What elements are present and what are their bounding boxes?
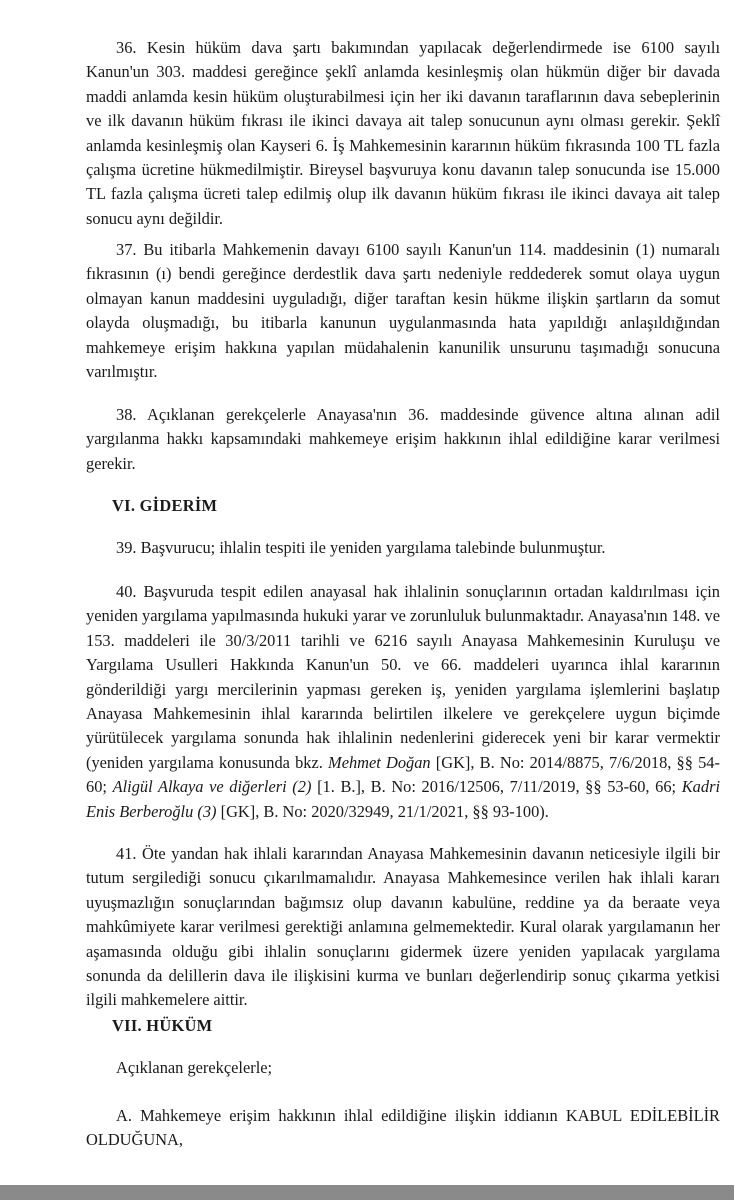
paragraph-37: 37. Bu itibarla Mahkemenin davayı 6100 sayılı Kanun'un 114. maddesinin (1) numaralı fıkrasının (ı) bendi gereğince derdestlik dava şartı nedeniyle reddederek somut olaya uygun olmayan kanun maddesini uyguladığı, diğer taraftan kesin hükme ilişkin şartların da somut olayda oluşmadığı, bu itibarla kanunun uygulanmasında hata yapıldığı anlaşıldığından mahkemeye erişim hakkına yapılan müdahalenin kanunilik unsurunu taşımadığı sonucuna varılmıştır. bbox=[86, 240, 720, 382]
case-citation-3: Kadri Enis Berberoğlu (3) bbox=[86, 777, 721, 821]
paragraph-38: 38. Açıklanan gerekçelerle Anayasa'nın 36. maddesinde güvence altına alınan adil yargılanma hakkı kapsamındaki mahkemeye erişim hakkının ihlal edildiğine karar verilmesi gerekir. bbox=[86, 405, 720, 473]
case-citation-1: Mehmet Doğan bbox=[328, 752, 431, 772]
paragraph-41: 41. Öte yandan hak ihlali kararından Anayasa Mahkemesinin davanın neticesiyle ilgili bir tutum sergilediği sonucu çıkarılmamalıdır. Anayasa Mahkemesince verilen hak ihlali kararı uyuşmazlığın sonuçlarından bağımsız olup davanın kabulüne, reddine ya da beraate veya mahkûmiyete karar verilmesi gerektiği anlamına gelmemektedir. Kural olarak yargılamanın her aşamasında olduğu gibi ihlalin sonuçlarını gidermek üzere yeniden yapılacak yargılama sonunda da delillerin dava ile ilişkisini kurma ve bunları değerlendirip sonuç çıkarma yetkisi ilgili mahkemelere aittir. bbox=[86, 844, 720, 1010]
judgment-item-a: A. Mahkemeye erişim hakkının ihlal edildiğine ilişkin iddianın KABUL EDİLEBİLİR OLDUĞUNA, bbox=[86, 1106, 720, 1150]
bottom-edge-bar bbox=[0, 1185, 734, 1200]
paragraph-40: 40. Başvuruda tespit edilen anayasal hak ihlalinin sonuçlarının ortadan kaldırılması için yeniden yargılama yapılmasında hukuki yarar ve zorunluluk bulunmaktadır. Anayasa'nın 148. ve 153. maddeleri ile 30/3/2011 tarihli ve 6216 sayılı Anayasa Mahkemesinin Kuruluşu ve Yargılama Usulleri Hakkında Kanun'un 50. ve 66. maddeleri uyarınca ihlal kararının gönderildiği yargı mercilerinin yapması gereken iş, yeniden yargılama işlemlerini başlatıp Anayasa Mahkemesinin ihlal kararında belirtilen ilkelere ve gerekçelere uygun biçimde yürütülecek yargılama sonunda hak ihlalinin nedenlerini giderecek yeni bir karar vermektir (yeniden yargılama konusunda bkz. Mehmet Doğan [GK], B. No: 2014/8875, 7/6/2018, §§ 54-60; Aligül Alkaya ve diğerleri (2) [1. B.], B. No: 2016/12506, 7/11/2019, §§ 53-60, 66; Kadri Enis Berberoğlu (3) [GK], B. No: 2020/32949, 21/1/2021, §§ 93-100). bbox=[86, 582, 721, 821]
section-heading-hukum: VII. HÜKÜM bbox=[112, 1016, 213, 1035]
paragraph-36: 36. Kesin hüküm dava şartı bakımından yapılacak değerlendirmede ise 6100 sayılı Kanun'un 303. maddesi gereğince şeklî anlamda kesinleşmiş olan hükmün diğer bir davada maddi anlamda kesin hüküm oluşturabilmesi için her iki davanın taraflarının dava sebeplerinin ve ilk davanın hüküm fıkrası ile ikinci davaya ait talep sonucunun aynı olması gerekir. Şeklî anlamda kesinleşmiş olan Kayseri 6. İş Mahkemesinin kararının hüküm fıkrasında 100 TL fazla çalışma ücretine hükmedilmiştir. Bireysel başvuruya konu davanın talep sonucunda ise 15.000 TL fazla çalışma ücreti talep edilmiş olup ilk davanın hüküm fıkrası ile ikinci davaya ait talep sonucu aynı değildir. bbox=[86, 38, 720, 228]
judgment-intro: Açıklanan gerekçelerle; bbox=[116, 1058, 273, 1077]
case-citation-2: Aligül Alkaya ve diğerleri (2) bbox=[112, 777, 312, 797]
section-heading-giderim: VI. GİDERİM bbox=[112, 496, 218, 515]
paragraph-39: 39. Başvurucu; ihlalin tespiti ile yeniden yargılama talebinde bulunmuştur. bbox=[116, 538, 606, 557]
